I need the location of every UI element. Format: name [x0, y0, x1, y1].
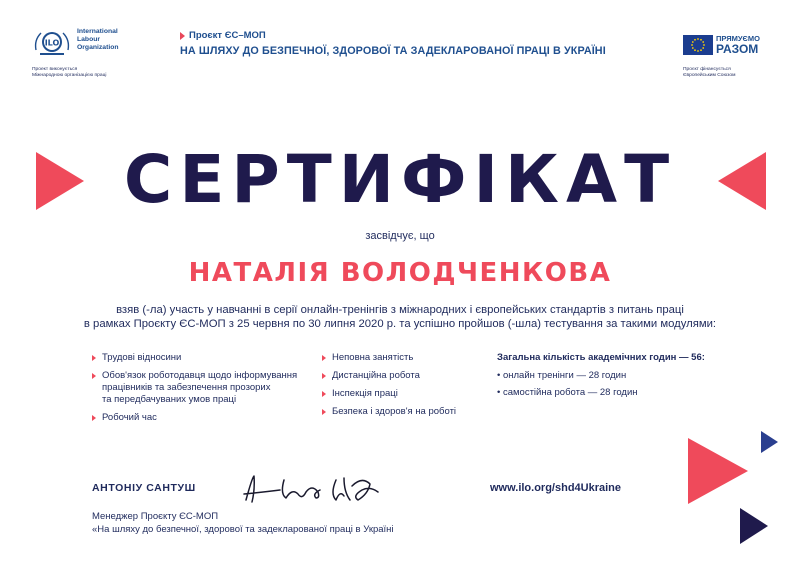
module-text: працівників та забезпечення прозорих — [102, 382, 271, 393]
website-link[interactable]: www.ilo.org/shd4Ukraine — [490, 482, 622, 494]
statement-line2: в рамках Проєкту ЄС-МОП з 25 червня по 30 липня 2020 р. та успішно пройшов (-шла) тестування за такими модулями: — [83, 318, 717, 330]
red-triangle-bullet-icon — [180, 32, 185, 40]
signer-role-line2: «На шляху до безпечної, здорової та задекларованої праці в Україні — [92, 524, 394, 535]
red-triangle-bullet-icon — [92, 373, 96, 379]
ilo-name-line1: International — [77, 28, 118, 35]
eu-flag-icon — [683, 35, 713, 55]
project-title: НА ШЛЯХУ ДО БЕЗПЕЧНОЇ, ЗДОРОВОЇ ТА ЗАДЕКЛАРОВАНОЇ ПРАЦІ В УКРАЇНІ — [180, 45, 606, 57]
recipient-name: НАТАЛІЯ ВОЛОДЧЕНКОВА — [188, 258, 612, 288]
module-item — [92, 352, 322, 364]
module-text: та передбачуваних умов праці — [102, 394, 237, 405]
module-item — [322, 370, 492, 382]
hours-summary — [497, 352, 705, 404]
red-triangle-bullet-icon — [322, 355, 326, 361]
module-text: Робочий час — [102, 412, 157, 423]
project-header — [180, 30, 606, 57]
ilo-sub-line2: Міжнародною організацією праці — [32, 73, 107, 78]
ilo-subtitle — [32, 67, 152, 79]
module-text: Інспекція праці — [332, 388, 398, 399]
module-item — [322, 388, 492, 400]
ilo-logo — [32, 28, 119, 58]
module-item — [322, 352, 492, 364]
eu-sub-line1: Проєкт фінансується — [683, 67, 731, 72]
module-text: Обов'язок роботодавця щодо інформування — [102, 370, 298, 381]
hours-item: • самостійна робота — 28 годин — [497, 387, 638, 398]
module-item — [92, 412, 322, 424]
certificate-title: СЕРТИФІКАТ — [123, 141, 677, 218]
eu-slogan — [716, 34, 760, 56]
statement-line1: взяв (-ла) участь у навчанні в серії онлайн-тренінгів з міжнародних і європейських стандартів з питань праці — [116, 304, 684, 316]
module-item — [322, 406, 492, 418]
red-triangle-bullet-icon — [92, 415, 96, 421]
project-label — [180, 30, 606, 41]
modules-list-2 — [322, 352, 492, 424]
ilo-emblem-icon — [32, 28, 72, 58]
ilo-sub-line1: Проект виконується — [32, 67, 78, 72]
red-triangle-bullet-icon — [322, 409, 326, 415]
module-text: Неповна занятість — [332, 352, 414, 363]
red-triangle-bullet-icon — [92, 355, 96, 361]
project-label-text: Проєкт ЄС–МОП — [189, 30, 266, 41]
eu-slogan-line1: ПРЯМУЄМО — [716, 34, 760, 43]
module-text: Трудові відносини — [102, 352, 182, 363]
module-item — [92, 370, 322, 406]
signer-name: АНТОНІУ САНТУШ — [92, 482, 196, 494]
hours-title: Загальна кількість академічних годин — 56: — [497, 352, 705, 363]
decorative-triangle-small-bottom — [740, 508, 768, 544]
hours-item: • онлайн тренінги — 28 годин — [497, 370, 627, 381]
ilo-name — [77, 28, 119, 52]
module-text: Дистанційна робота — [332, 370, 420, 381]
signer-role-line1: Менеджер Проєкту ЄС-МОП — [92, 511, 219, 522]
module-text: Безпека і здоров'я на роботі — [332, 406, 457, 417]
ilo-name-line2: Labour — [77, 36, 101, 43]
decorative-triangle-small-top — [761, 431, 778, 453]
signature-image — [240, 470, 385, 508]
eu-sub-line2: Європейським Союзом — [683, 73, 736, 78]
signer-role — [92, 510, 394, 536]
eu-subtitle — [683, 67, 763, 79]
ilo-emblem-text: ILO — [44, 38, 60, 48]
eu-logo — [683, 34, 760, 56]
statement — [40, 303, 760, 331]
modules-list-1 — [92, 352, 322, 430]
ilo-name-line3: Organization — [77, 44, 119, 51]
eu-slogan-line2: РАЗОМ — [716, 42, 759, 56]
certifies-text: засвідчує, що — [365, 230, 435, 242]
decorative-triangle-large — [688, 438, 748, 504]
red-triangle-bullet-icon — [322, 391, 326, 397]
red-triangle-bullet-icon — [322, 373, 326, 379]
